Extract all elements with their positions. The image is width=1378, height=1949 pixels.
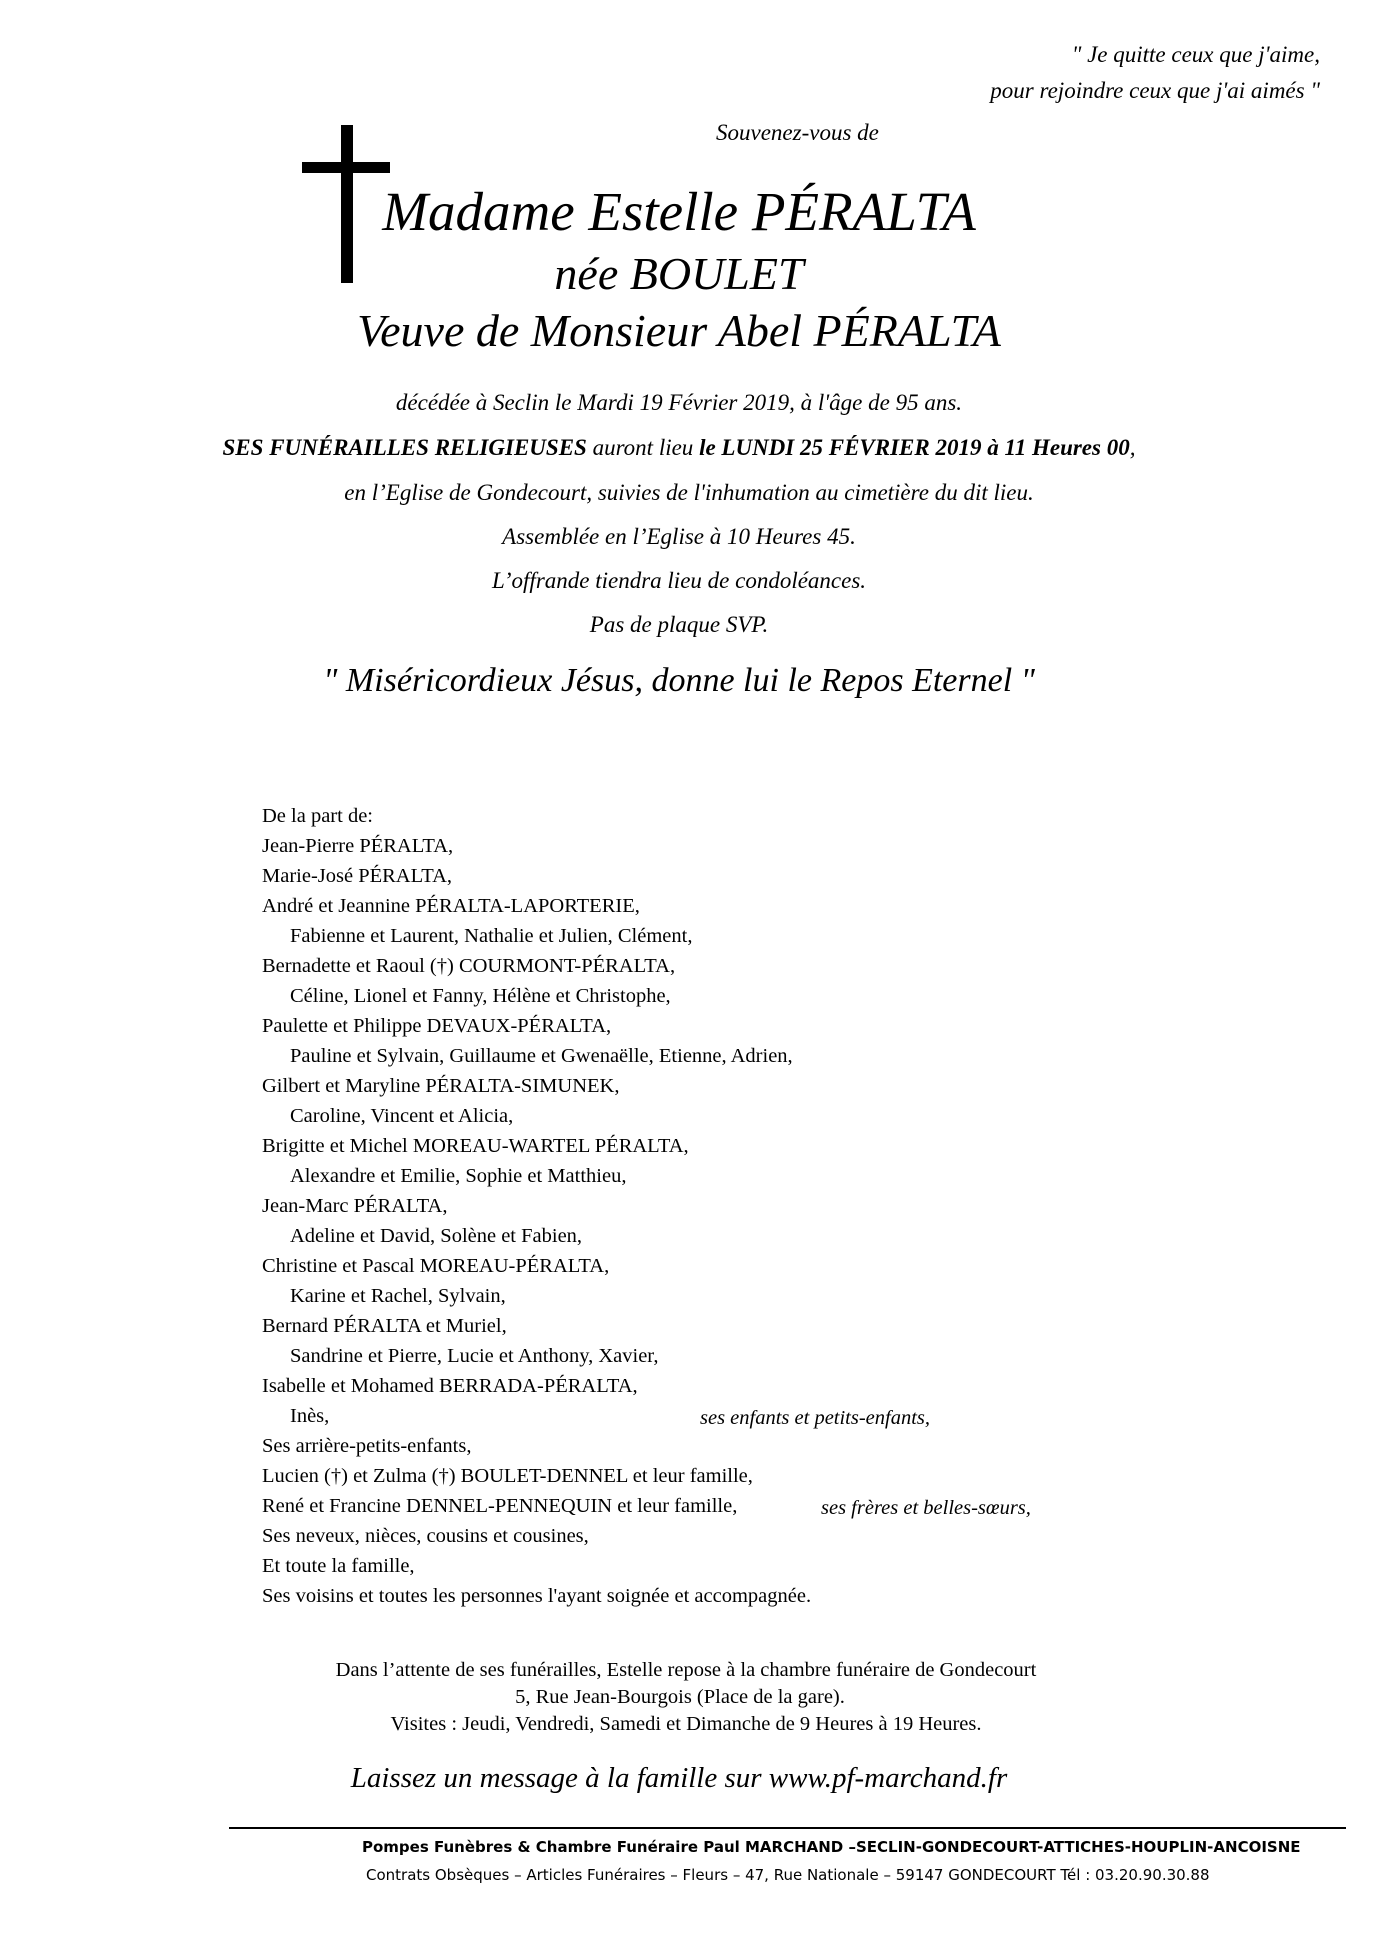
family-line: Sandrine et Pierre, Lucie et Anthony, Xavier, xyxy=(290,1345,659,1367)
family-line: Pauline et Sylvain, Guillaume et Gwenaëlle, Etienne, Adrien, xyxy=(290,1045,793,1067)
family-line: Ses voisins et toutes les personnes l'ayant soignée et accompagnée. xyxy=(262,1585,812,1607)
funeral-info xyxy=(0,436,1368,459)
family-line: Karine et Rachel, Sylvain, xyxy=(290,1285,506,1307)
family-line: Christine et Pascal MOREAU-PÉRALTA, xyxy=(262,1255,610,1277)
family-line: Isabelle et Mohamed BERRADA-PÉRALTA, xyxy=(262,1375,638,1397)
repose-line-1: Dans l’attente de ses funérailles, Estelle repose à la chambre funéraire de Gondecourt xyxy=(335,1659,1037,1681)
church-info: en l’Eglise de Gondecourt, suivies de l'inhumation au cimetière du dit lieu. xyxy=(344,480,1034,505)
footer-divider xyxy=(229,1827,1346,1829)
family-intro: De la part de: xyxy=(262,805,373,827)
repose-line-3: Visites : Jeudi, Vendredi, Samedi et Dimanche de 9 Heures à 19 Heures. xyxy=(390,1713,982,1735)
family-line: René et Francine DENNEL-PENNEQUIN et leur famille, xyxy=(262,1495,738,1517)
family-line: Alexandre et Emilie, Sophie et Matthieu, xyxy=(290,1165,627,1187)
family-line: Gilbert et Maryline PÉRALTA-SIMUNEK, xyxy=(262,1075,620,1097)
family-line: Jean-Marc PÉRALTA, xyxy=(262,1195,448,1217)
family-line: Adeline et David, Solène et Fabien, xyxy=(290,1225,583,1247)
family-line: André et Jeannine PÉRALTA-LAPORTERIE, xyxy=(262,895,640,917)
siblings-note: ses frères et belles-sœurs, xyxy=(821,1497,1031,1519)
remember-label: Souvenez-vous de xyxy=(716,120,879,145)
maiden-name: née BOULET xyxy=(554,248,804,299)
family-line: Bernard PÉRALTA et Muriel, xyxy=(262,1315,507,1337)
family-line: Paulette et Philippe DEVAUX-PÉRALTA, xyxy=(262,1015,612,1037)
funeral-title: SES FUNÉRAILLES RELIGIEUSES xyxy=(222,435,587,460)
guestbook-message: Laissez un message à la famille sur www.pf-marchand.fr xyxy=(350,1762,1008,1794)
family-line: Inès, xyxy=(290,1405,330,1427)
quote-line-1: " Je quitte ceux que j'aime, xyxy=(1071,42,1320,67)
family-line: Ses neveux, nièces, cousins et cousines, xyxy=(262,1525,589,1547)
family-line: Bernadette et Raoul (†) COURMONT-PÉRALTA, xyxy=(262,955,676,977)
family-line: Céline, Lionel et Fanny, Hélène et Christophe, xyxy=(290,985,671,1007)
assembly-info: Assemblée en l’Eglise à 10 Heures 45. xyxy=(502,524,856,549)
plaque-info: Pas de plaque SVP. xyxy=(589,612,769,637)
deceased-name: Madame Estelle PÉRALTA xyxy=(382,181,976,242)
funeral-date: le LUNDI 25 FÉVRIER 2019 à 11 Heures 00 xyxy=(699,435,1130,460)
family-line: Fabienne et Laurent, Nathalie et Julien, Clément, xyxy=(290,925,693,947)
family-line: Brigitte et Michel MOREAU-WARTEL PÉRALTA, xyxy=(262,1135,689,1157)
family-line: Caroline, Vincent et Alicia, xyxy=(290,1105,514,1127)
footer-contact: Contrats Obsèques – Articles Funéraires – Fleurs – 47, Rue Nationale – 59147 GONDECOURT Tél : 03.20.90.30.88 xyxy=(366,1866,1210,1884)
prayer: " Miséricordieux Jésus, donne lui le Repos Eternel " xyxy=(323,662,1035,699)
offering-info: L’offrande tiendra lieu de condoléances. xyxy=(491,568,867,593)
quote-line-2: pour rejoindre ceux que j'ai aimés " xyxy=(990,78,1320,103)
repose-line-2: 5, Rue Jean-Bourgois (Place de la gare). xyxy=(515,1686,845,1708)
family-line: Lucien (†) et Zulma (†) BOULET-DENNEL et leur famille, xyxy=(262,1465,753,1487)
widow-of: Veuve de Monsieur Abel PÉRALTA xyxy=(357,305,1001,356)
death-info: décédée à Seclin le Mardi 19 Février 2019, à l'âge de 95 ans. xyxy=(395,390,963,415)
children-note: ses enfants et petits-enfants, xyxy=(700,1407,931,1429)
family-line: Jean-Pierre PÉRALTA, xyxy=(262,835,454,857)
funeral-mid: auront lieu xyxy=(586,435,700,460)
family-line: Ses arrière-petits-enfants, xyxy=(262,1435,472,1457)
family-line: Et toute la famille, xyxy=(262,1555,415,1577)
funeral-end: , xyxy=(1129,435,1136,460)
footer-company: Pompes Funèbres & Chambre Funéraire Paul MARCHAND –SECLIN-GONDECOURT-ATTICHES-HOUPLIN-ANCOISNE xyxy=(362,1838,1301,1856)
family-line: Marie-José PÉRALTA, xyxy=(262,865,453,887)
